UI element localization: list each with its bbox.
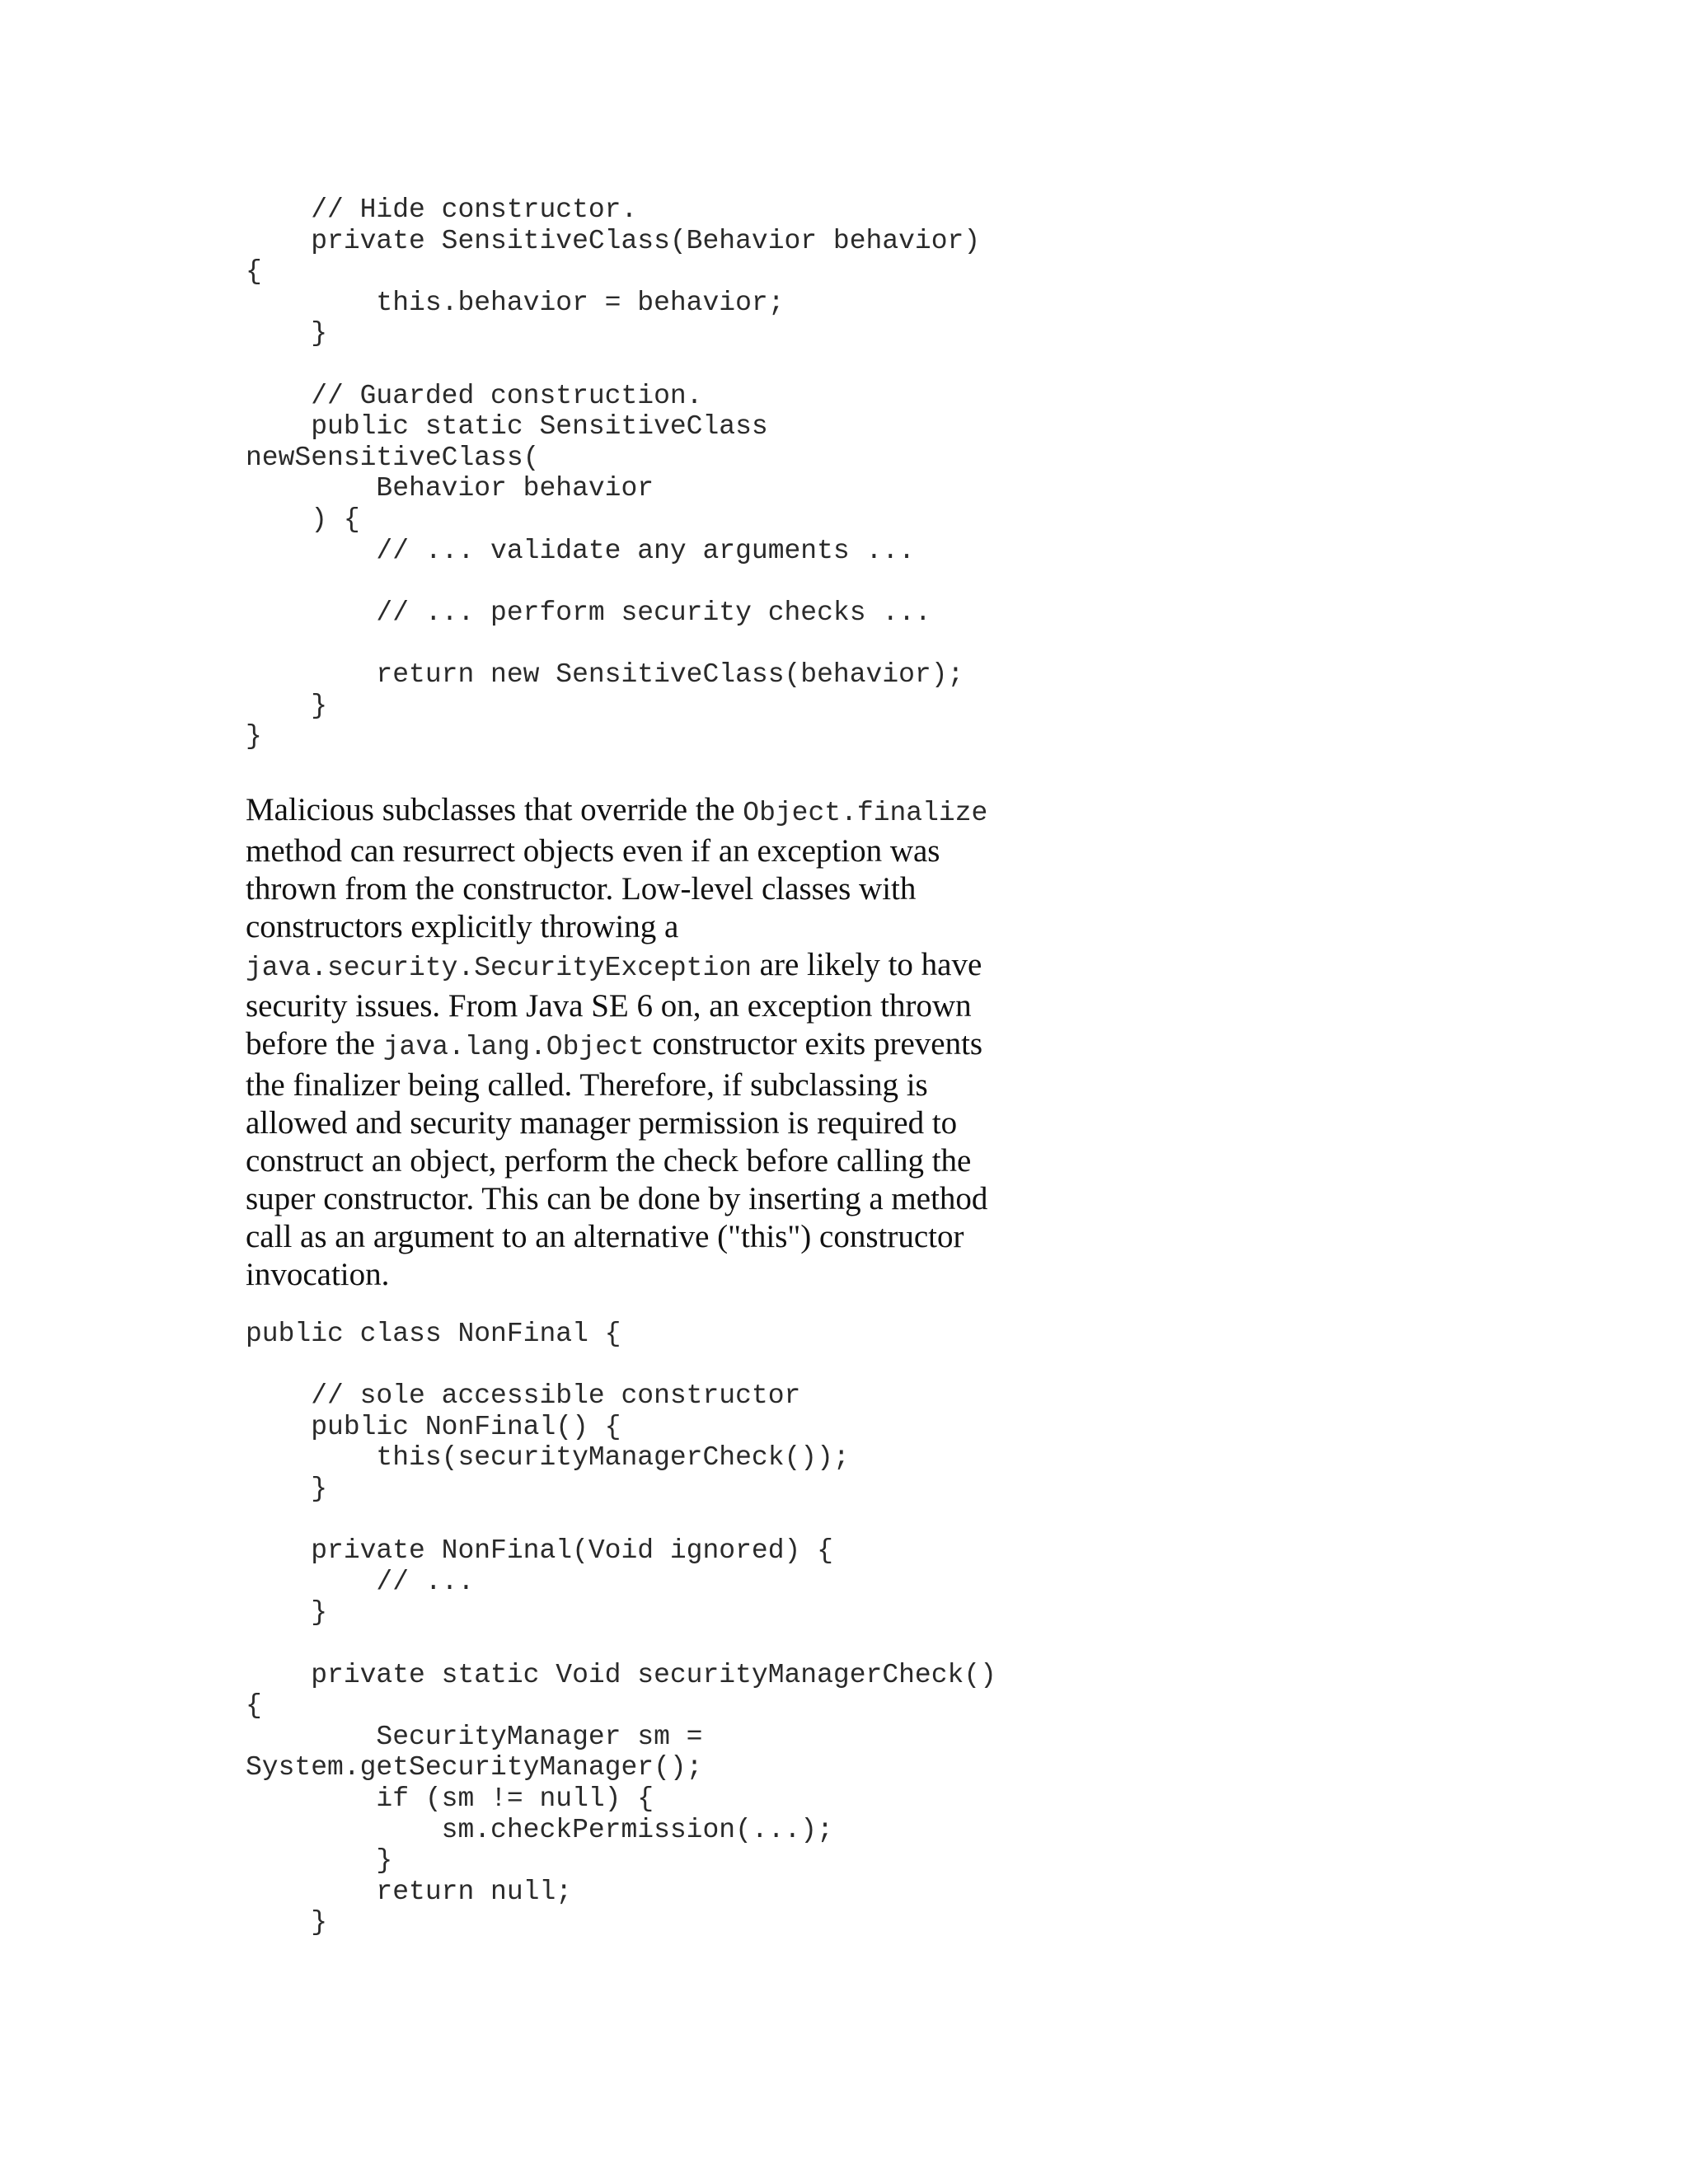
paragraph-text-4: constructor exits prevents the finalizer being called. Therefore, if subclassing is allowed and security manager permission is required to construct an object, perform the check before calling the super constructor. This can be done by inserting a method call as an argument to an alternative ("this") constructor invocation.	[246, 1026, 988, 1292]
paragraph-text-1: Malicious subclasses that override the	[246, 792, 743, 827]
body-paragraph	[246, 791, 1020, 1294]
code-block-sensitive-class: // Hide constructor. private SensitiveClass(Behavior behavior) { this.behavior = behavior; } // Guarded construction. public static SensitiveClass newSensitiveClass( Behavior behavior ) { // ... validate any arguments ... // ... perform security checks ... return new SensitiveClass(behavior); } }	[246, 194, 981, 752]
inline-code-object-finalize: Object.finalize	[743, 798, 988, 828]
inline-code-java-lang-object: java.lang.Object	[382, 1032, 645, 1062]
paragraph-text-3: are likely to have security issues. From Java SE 6 on, an exception thrown before the	[246, 947, 982, 1062]
inline-code-security-exception: java.security.SecurityException	[246, 953, 752, 983]
paragraph-text-2: method can resurrect objects even if an exception was thrown from the constructor. Low-level classes with constructors explicitly throwing a	[246, 833, 940, 944]
code-block-nonfinal-class: public class NonFinal { // sole accessible constructor public NonFinal() { this(securityManagerCheck()); } private NonFinal(Void ignored) { // ... } private static Void securityManagerCheck() { SecurityManager sm = System.getSecurityManager(); if (sm != null) { sm.checkPermission(...); } return null; }	[246, 1319, 996, 1938]
